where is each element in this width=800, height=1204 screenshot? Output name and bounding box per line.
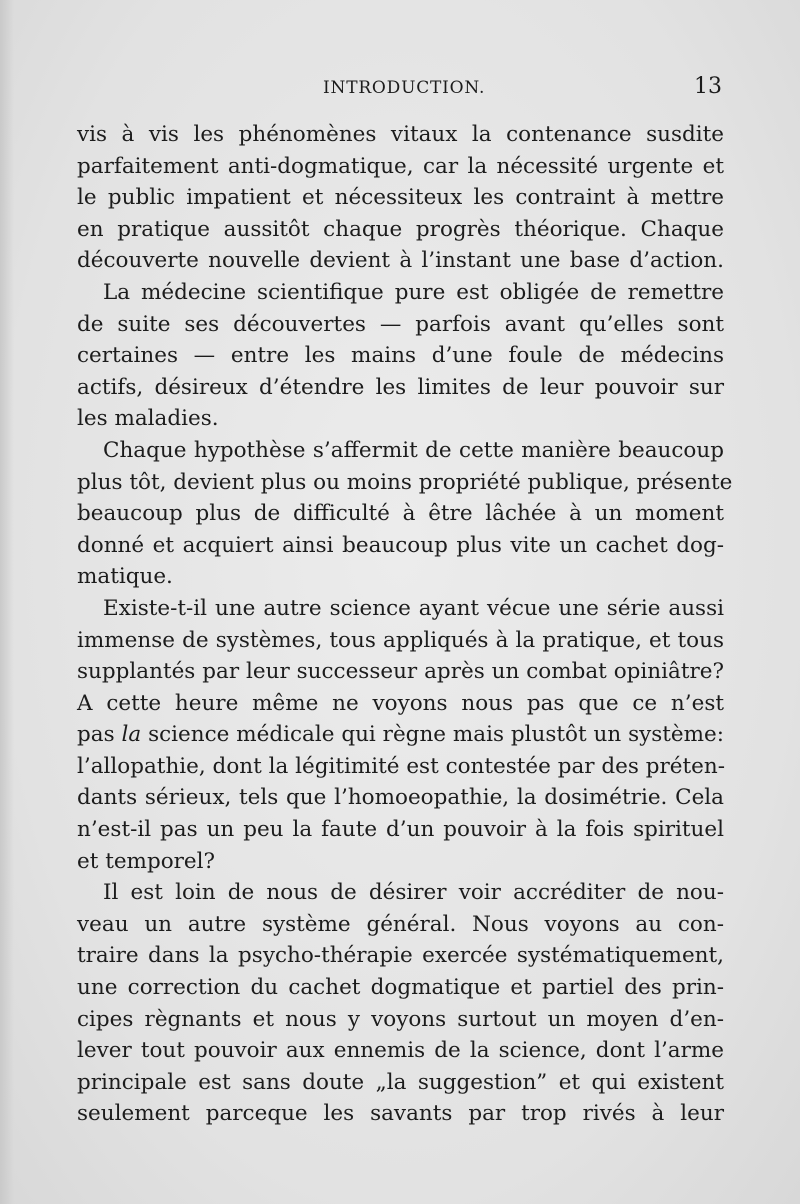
text-line: parfaitement anti-dogmatique, car la nécessité urgente et: [77, 153, 724, 179]
text-line: de suite ses découvertes — parfois avant qu’elles sont: [77, 311, 724, 337]
text-line: découverte nouvelle devient à l’instant une base d’action.: [77, 248, 724, 274]
body-text: [77, 119, 733, 1130]
text-line: le public impatient et nécessiteux les contraint à mettre: [77, 185, 724, 211]
text-line: vis à vis les phénomènes vitaux la contenance susdite: [77, 122, 724, 147]
running-head: INTRODUCTION.: [323, 78, 486, 98]
text-line: matique.: [77, 564, 173, 590]
text-line: actifs, désireux d’étendre les limites de leur pouvoir sur: [77, 374, 724, 400]
text-line: principale est sans doute „la suggestion” et qui existent: [77, 1069, 724, 1095]
text-line: A cette heure même ne voyons nous pas que ce n’est: [77, 690, 724, 716]
text-line: seulement parceque les savants par trop rivés à leur: [77, 1101, 724, 1127]
text-line: certaines — entre les mains d’une foule de médecins: [77, 343, 724, 369]
text-line: Il est loin de nous de désirer voir accréditer de nou-: [103, 880, 724, 906]
text-line: une correction du cachet dogmatique et partiel des prin-: [77, 975, 724, 1001]
italic-emphasis: la: [121, 722, 142, 748]
text-line: pas la science médicale qui règne mais plustôt un système:: [77, 722, 724, 748]
text-line: immense de systèmes, tous appliqués à la pratique, et tous: [77, 627, 724, 653]
text-line: l’allopathie, dont la légitimité est contestée par des préten-: [77, 753, 726, 779]
text-line: Chaque hypothèse s’affermit de cette manière beaucoup: [103, 437, 724, 463]
text-line: lever tout pouvoir aux ennemis de la science, dont l’arme: [77, 1038, 724, 1064]
text-line: La médecine scientifique pure est obligée de remettre: [103, 279, 724, 305]
text-line: dants sérieux, tels que l’homoeopathie, la dosimétrie. Cela: [77, 785, 724, 811]
text-line: en pratique aussitôt chaque progrès théorique. Chaque: [77, 216, 724, 242]
text-line: supplantés par leur successeur après un combat opiniâtre?: [77, 659, 724, 685]
text-line: traire dans la psycho-thérapie exercée systématiquement,: [77, 943, 724, 969]
page-edge-shadow: [0, 0, 14, 1204]
text-line: beaucoup plus de difficulté à être lâchée à un moment: [77, 501, 724, 527]
text-line: Existe-t-il une autre science ayant vécue une série aussi: [103, 595, 724, 621]
text-line: veau un autre système général. Nous voyons au con-: [77, 911, 724, 937]
text-line: et temporel?: [77, 848, 216, 874]
text-line: les maladies.: [77, 406, 219, 432]
page-header: [78, 74, 722, 104]
text-line: donné et acquiert ainsi beaucoup plus vite un cachet dog-: [77, 532, 724, 558]
page-number: 13: [694, 74, 722, 99]
text-line: n’est-il pas un peu la faute d’un pouvoir à la fois spirituel: [77, 817, 724, 843]
text-line: plus tôt, devient plus ou moins propriété publique, présente: [77, 469, 733, 495]
text-line: cipes règnants et nous y voyons surtout un moyen d’en-: [77, 1006, 724, 1032]
